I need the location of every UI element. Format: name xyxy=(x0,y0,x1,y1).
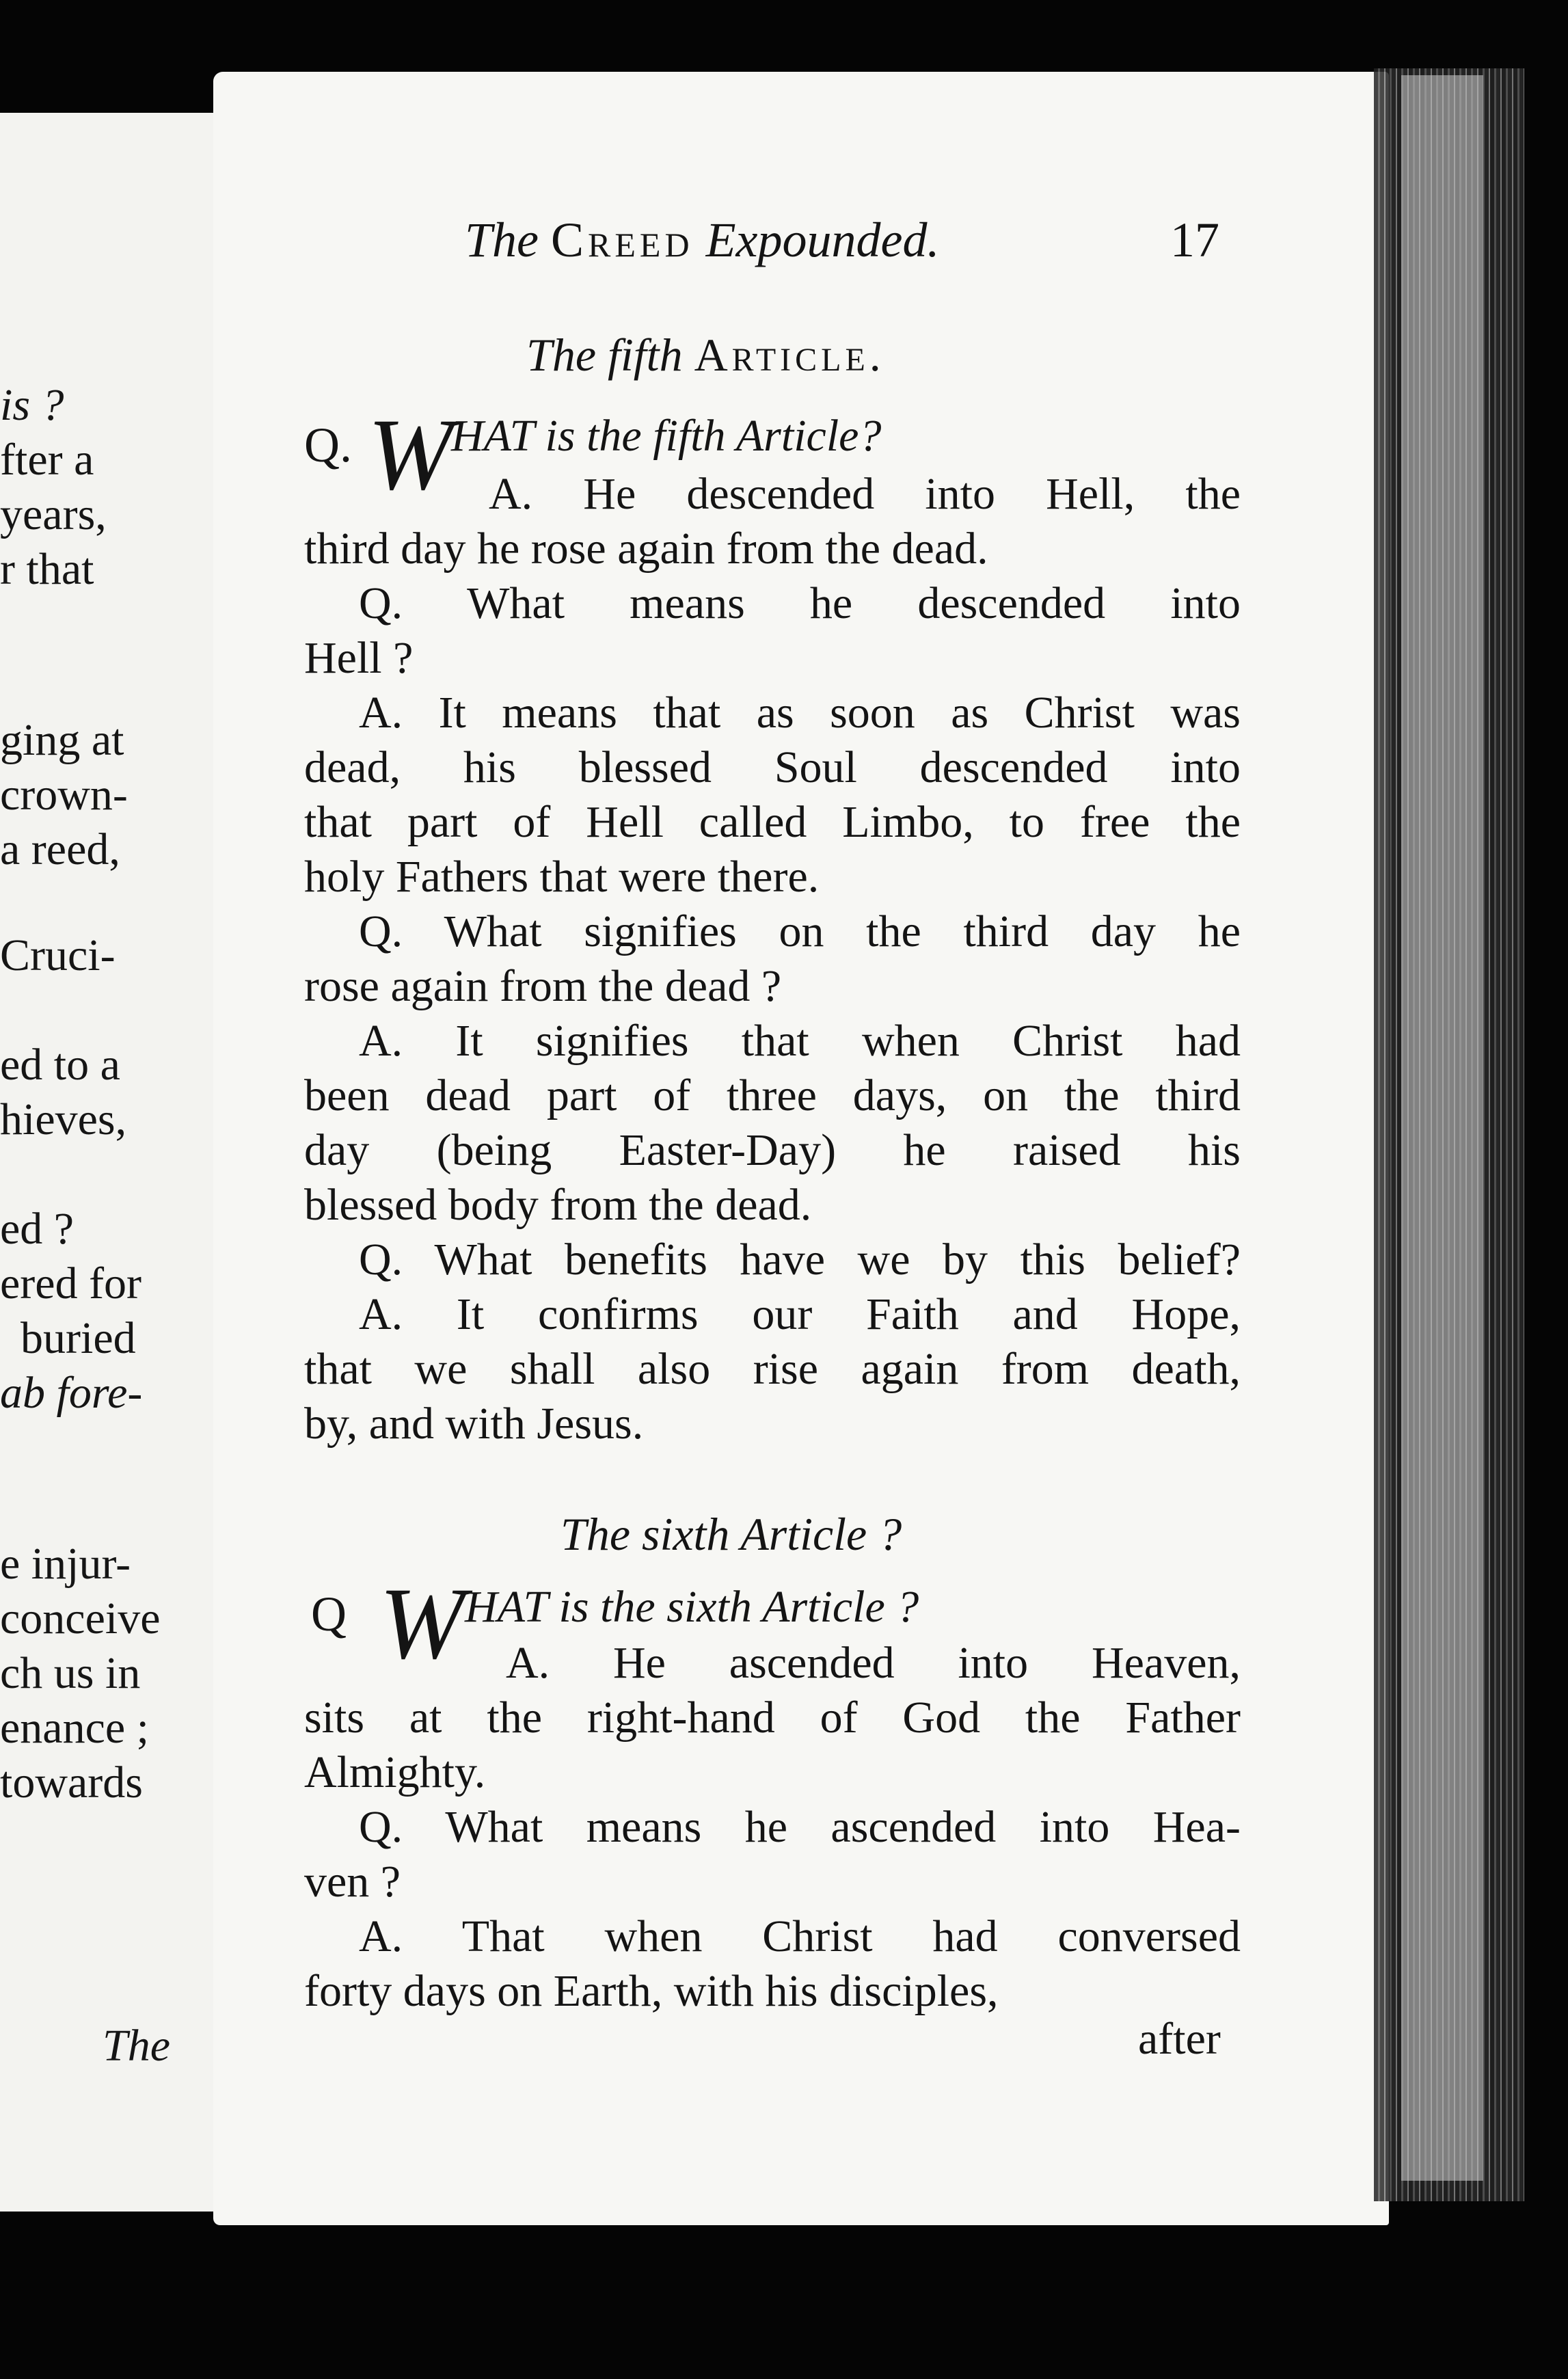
left-page-fragment: ered for xyxy=(0,1259,142,1308)
running-header xyxy=(465,212,939,269)
question-first-line: HAT is the fifth Article? xyxy=(451,411,882,461)
left-page-fragment: The xyxy=(103,2021,170,2071)
text-line: been dead part of three days, on the third xyxy=(304,1071,1241,1120)
drop-cap: W xyxy=(368,398,453,511)
text-line: third day he rose again from the dead. xyxy=(304,524,988,574)
left-page-fragment: buried xyxy=(21,1313,136,1363)
text-line: that we shall also rise again from death, xyxy=(304,1344,1241,1394)
text-line: Almighty. xyxy=(304,1747,486,1797)
section-heading-sixth: The sixth Article ? xyxy=(560,1508,902,1560)
left-page-fragment: years, xyxy=(0,489,107,539)
section-heading-fifth-italic: The fifth xyxy=(526,329,683,381)
text-line: ven ? xyxy=(304,1857,401,1907)
page-edges-highlight xyxy=(1401,75,1483,2181)
left-page-fragment: ab fore- xyxy=(0,1368,143,1418)
header-the: The xyxy=(465,213,539,267)
text-line: day (being Easter-Day) he raised his xyxy=(304,1125,1241,1175)
left-page-fragment: towards xyxy=(0,1758,143,1807)
text-line: A. He descended into Hell, the xyxy=(489,469,1241,519)
left-page-fragment: enance ; xyxy=(0,1703,150,1753)
section-heading-fifth-sc: Article. xyxy=(694,329,885,381)
text-line: A. It means that as soon as Christ was xyxy=(359,688,1241,738)
text-line: Hell ? xyxy=(304,633,414,683)
drop-cap-2: W xyxy=(379,1567,465,1680)
text-line: Q. What benefits have we by this belief? xyxy=(359,1235,1241,1285)
page-number: 17 xyxy=(1170,213,1219,267)
text-line: Q. What means he descended into xyxy=(359,578,1241,628)
left-page-fragment: ed ? xyxy=(0,1204,75,1254)
left-page-fragment: is ? xyxy=(0,380,64,430)
left-page-fragment: Cruci- xyxy=(0,930,116,980)
text-line: Q. What means he ascended into Hea- xyxy=(359,1802,1241,1852)
section-heading-fifth xyxy=(526,328,885,382)
text-line: A. He ascended into Heaven, xyxy=(506,1638,1241,1688)
left-page-fragment: fter a xyxy=(0,435,94,485)
text-line: A. It signifies that when Christ had xyxy=(359,1016,1241,1066)
left-page-fragment: ging at xyxy=(0,715,124,765)
text-line: A. It confirms our Faith and Hope, xyxy=(359,1289,1241,1339)
question-first-line-2: HAT is the sixth Article ? xyxy=(465,1582,919,1632)
text-line: by, and with Jesus. xyxy=(304,1399,644,1449)
left-page-fragment: e injur- xyxy=(0,1539,131,1589)
catchword: after xyxy=(1138,2014,1221,2064)
text-line: Q. What signifies on the third day he xyxy=(359,906,1241,956)
text-line: sits at the right-hand of God the Father xyxy=(304,1693,1241,1743)
text-line: that part of Hell called Limbo, to free the xyxy=(304,797,1241,847)
question-marker-2: Q xyxy=(311,1587,347,1641)
text-line: dead, his blessed Soul descended into xyxy=(304,742,1241,792)
text-line: forty days on Earth, with his disciples, xyxy=(304,1966,999,2016)
text-line: A. That when Christ had conversed xyxy=(359,1911,1241,1961)
left-page-fragment: ed to a xyxy=(0,1040,120,1090)
left-page-fragment: r that xyxy=(0,544,94,594)
text-line: blessed body from the dead. xyxy=(304,1180,812,1230)
left-page-fragment: hieves, xyxy=(0,1094,127,1144)
left-page-fragment: a reed, xyxy=(0,824,120,874)
header-expounded: Expounded. xyxy=(705,213,940,267)
header-creed: Creed xyxy=(551,213,694,267)
left-page-fragment: crown- xyxy=(0,770,128,820)
text-line: rose again from the dead ? xyxy=(304,961,782,1011)
text-line: holy Fathers that were there. xyxy=(304,852,820,902)
left-page-fragment: ch us in xyxy=(0,1648,141,1698)
left-page-fragment: conceive xyxy=(0,1594,161,1643)
question-marker: Q. xyxy=(304,418,352,472)
